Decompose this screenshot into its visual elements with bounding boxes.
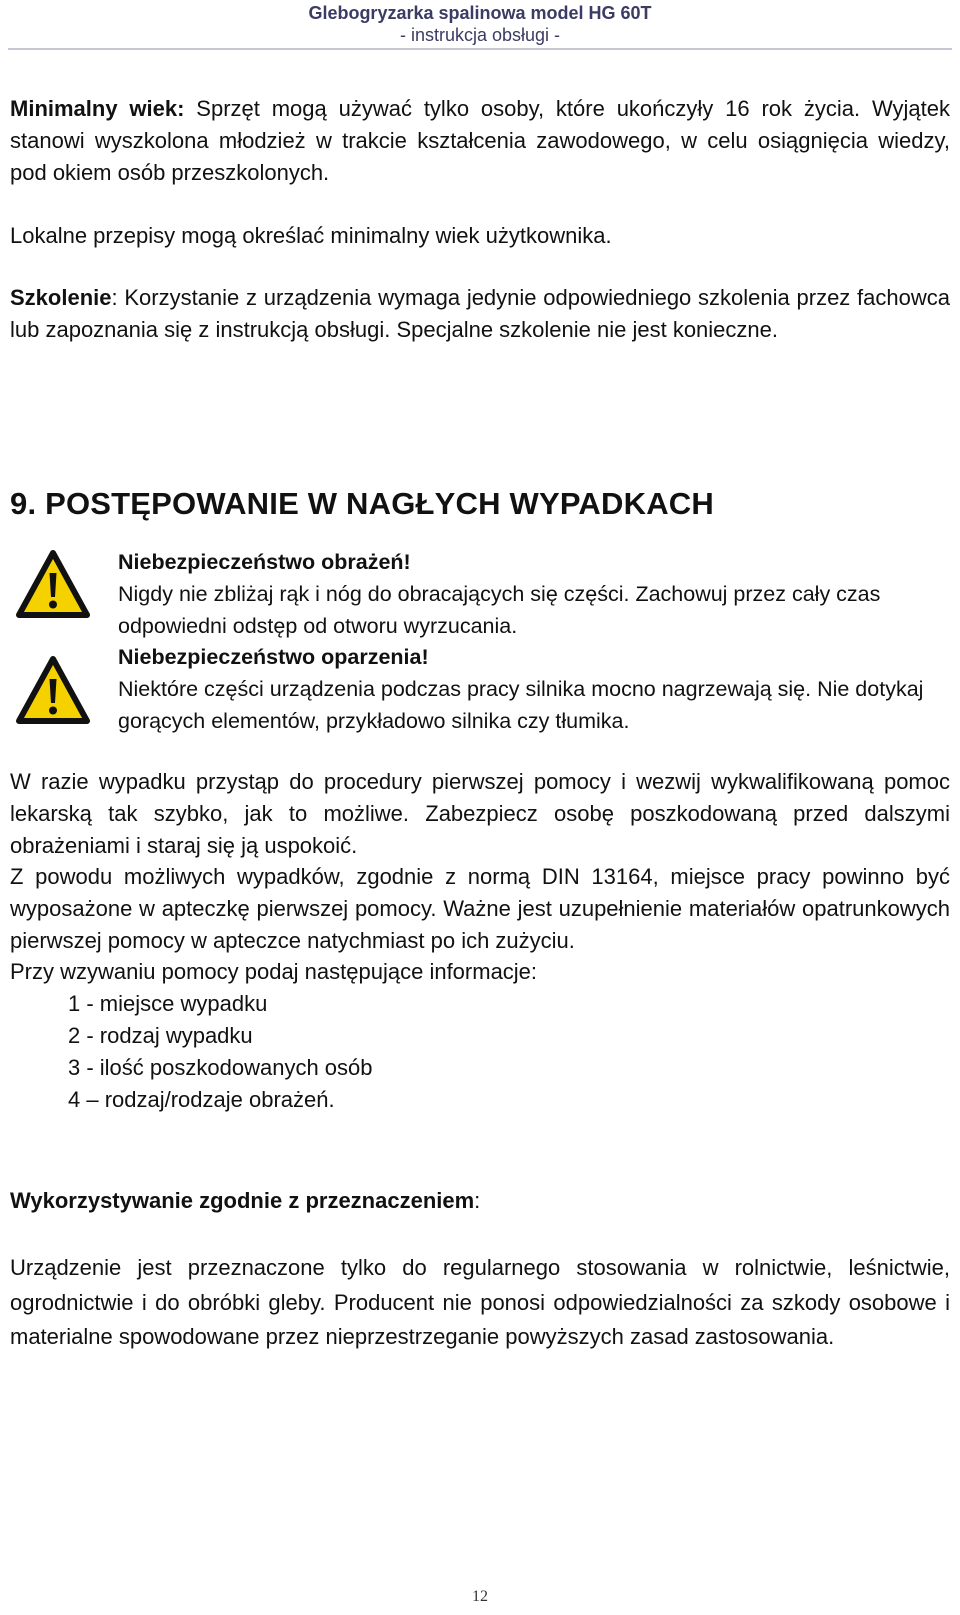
intended-use-paragraph: Urządzenie jest przeznaczone tylko do regularnego stosowania w rolnictwie, leśnictwie, ogrodnictwie i do obróbki gleby. Producent nie ponosi odpowiedzialności za szkody osobowe i materialne spowodowane przez nieprzestrzeganie powyższych zasad zastosowania.: [10, 1255, 950, 1349]
intended-use-title: Wykorzystywanie zgodnie z przeznaczeniem: [10, 1188, 475, 1213]
min-age-label: Minimalny wiek:: [10, 96, 185, 121]
list-item: 2 - rodzaj wypadku: [68, 1023, 253, 1048]
warning-burn: [118, 641, 952, 737]
warning-burn-title: Niebezpieczeństwo oparzenia!: [118, 645, 429, 669]
page-number: 12: [472, 1588, 488, 1605]
list-item: 1 - miejsce wypadku: [68, 991, 268, 1016]
accident-paragraph-1: W razie wypadku przystąp do procedury pierwszej pomocy i wezwij wykwalifikowaną pomoc lekarską tak szybko, jak to możliwe. Zabezpiecz osobę poszkodowaną przed dalszymi obrażeniami i staraj się ją uspokoić.: [10, 769, 950, 858]
training-label: Szkolenie: [10, 285, 112, 310]
section-heading: 9. POSTĘPOWANIE W NAGŁYCH WYPADKACH: [10, 486, 714, 521]
warning-triangle-icon: [16, 655, 90, 725]
intended-use-heading: [10, 1185, 950, 1217]
accident-paragraph-2: Z powodu możliwych wypadków, zgodnie z normą DIN 13164, miejsce pracy powinno być wyposażone w apteczkę pierwszej pomocy. Ważne jest uzupełnienie materiałów opatrunkowych pierwszej pomocy w apteczce natychmiast po ich zużyciu.: [10, 864, 950, 953]
warning-injury-title: Niebezpieczeństwo obrażeń!: [118, 550, 411, 574]
local-rules-paragraph: Lokalne przepisy mogą określać minimalny wiek użytkownika.: [10, 223, 612, 248]
min-age-paragraph: [10, 93, 950, 189]
warning-injury: [118, 546, 952, 642]
info-intro: Przy wzywaniu pomocy podaj następujące informacje:: [10, 959, 538, 984]
document-title: Glebogryzarka spalinowa model HG 60T: [308, 3, 652, 23]
warning-triangle-icon: [16, 549, 90, 619]
document-subtitle: - instrukcja obsługi -: [399, 25, 561, 45]
intended-use-colon: :: [474, 1188, 481, 1213]
training-paragraph: [10, 282, 950, 346]
header-divider: [8, 48, 952, 50]
list-item: 3 - ilość poszkodowanych osób: [68, 1055, 373, 1080]
warning-burn-text: Niektóre części urządzenia podczas pracy silnika mocno nagrzewają się. Nie dotykaj gorących elementów, przykładowo silnika czy tłumika.: [118, 677, 924, 733]
warning-injury-text: Nigdy nie zbliżaj rąk i nóg do obracających się części. Zachowuj przez cały czas odpowiedni odstęp od otworu wyrzucania.: [118, 582, 881, 638]
training-text: : Korzystanie z urządzenia wymaga jedynie odpowiedniego szkolenia przez fachowca lub zapoznania się z instrukcją obsługi. Specjalne szkolenie nie jest konieczne.: [10, 285, 950, 342]
info-list: [68, 988, 373, 1116]
min-age-text: Sprzęt mogą używać tylko osoby, które ukończyły 16 rok życia. Wyjątek stanowi wyszkolona młodzież w trakcie kształcenia zawodowego, w celu osiągnięcia wiedzy, pod okiem osób przeszkolonych.: [10, 96, 950, 185]
list-item: 4 – rodzaj/rodzaje obrażeń.: [68, 1087, 335, 1112]
